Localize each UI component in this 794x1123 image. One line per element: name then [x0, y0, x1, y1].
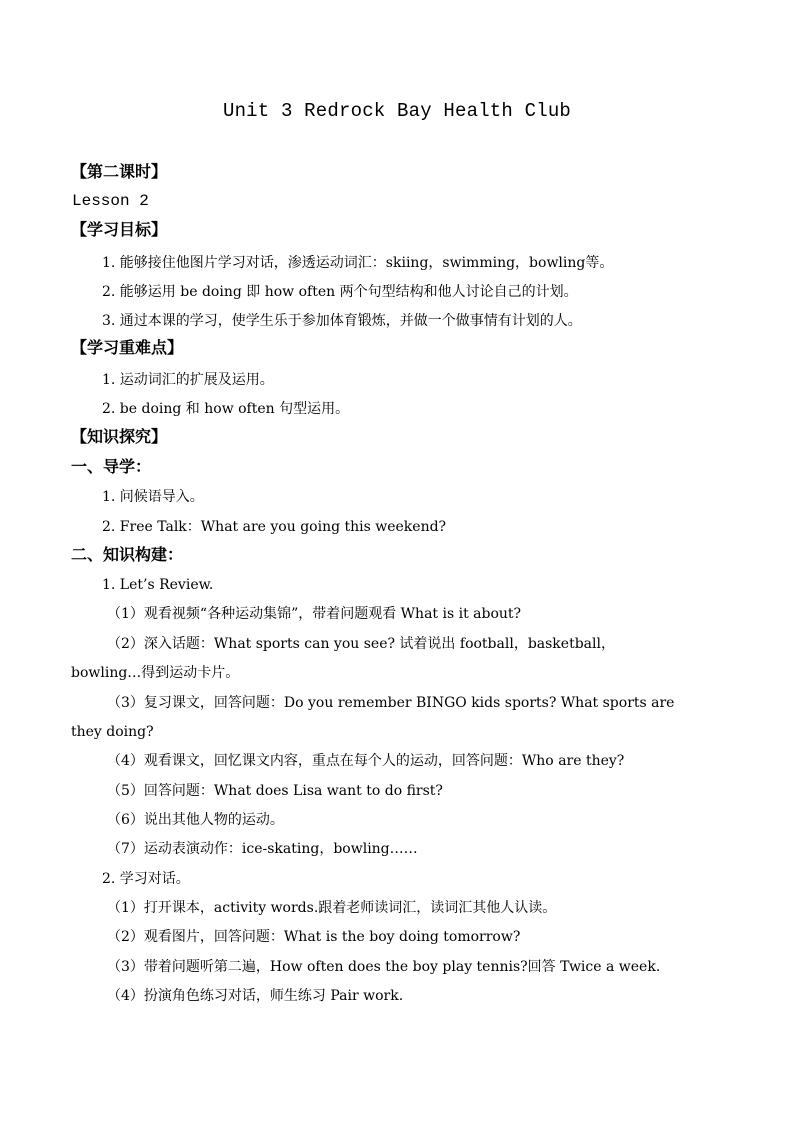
dialogue-step: （1）打开课本，activity words.跟着老师读词汇，读词汇其他人认读。 — [107, 900, 557, 916]
dialogue-step: （2）观看图片，回答问题：What is the boy doing tomorrow? — [107, 929, 521, 945]
review-step-continuation: bowling…得到运动卡片。 — [71, 665, 240, 681]
part2-heading: 二、知识构建： — [71, 545, 184, 564]
goals-heading: 【学习目标】 — [71, 220, 168, 239]
goal-item: 3. 通过本课的学习，使学生乐于参加体育锻炼，并做一个做事情有计划的人。 — [102, 313, 582, 329]
review-step: （4）观看课文，回忆课文内容，重点在每个人的运动，回答问题：Who are they? — [107, 753, 625, 769]
dialogue-title: 2. 学习对话。 — [102, 871, 190, 887]
part1-item: 1. 问候语导入。 — [102, 489, 204, 505]
review-step: （2）深入话题：What sports can you see? 试着说出 football，basketball， — [107, 636, 615, 652]
review-step: （3）复习课文，回答问题：Do you remember BINGO kids sports? What sports are — [107, 695, 675, 711]
lesson-label: Lesson 2 — [72, 192, 149, 210]
goal-item: 2. 能够运用 be doing 即 how often 两个句型结构和他人讨论自己的计划。 — [102, 284, 578, 300]
review-step: （7）运动表演动作：ice-skating，bowling…… — [107, 841, 418, 857]
review-step: （5）回答问题：What does Lisa want to do first? — [107, 783, 443, 799]
dialogue-step: （3）带着问题听第二遍，How often does the boy play tennis?回答 Twice a week. — [107, 959, 661, 975]
document-title: Unit 3 Redrock Bay Health Club — [222, 100, 572, 122]
review-step: （1）观看视频“各种运动集锦”，带着问题观看 What is it about? — [107, 606, 522, 622]
review-step-continuation: they doing? — [71, 724, 154, 740]
part1-heading: 一、导学： — [71, 457, 152, 476]
key-points-heading: 【学习重难点】 — [71, 338, 184, 357]
goal-item: 1. 能够接住他图片学习对话，渗透运动词汇：skiing，swimming，bowling等。 — [102, 255, 614, 271]
key-point-item: 2. be doing 和 how often 句型运用。 — [102, 401, 350, 417]
key-point-item: 1. 运动词汇的扩展及运用。 — [102, 372, 274, 388]
part1-item: 2. Free Talk：What are you going this weekend? — [102, 519, 447, 535]
dialogue-step: （4）扮演角色练习对话，师生练习 Pair work. — [107, 988, 404, 1004]
lesson-period-heading: 【第二课时】 — [71, 162, 168, 181]
review-step: （6）说出其他人物的运动。 — [107, 812, 284, 828]
review-title: 1. Let’s Review. — [102, 577, 214, 593]
explore-heading: 【知识探究】 — [71, 427, 168, 446]
